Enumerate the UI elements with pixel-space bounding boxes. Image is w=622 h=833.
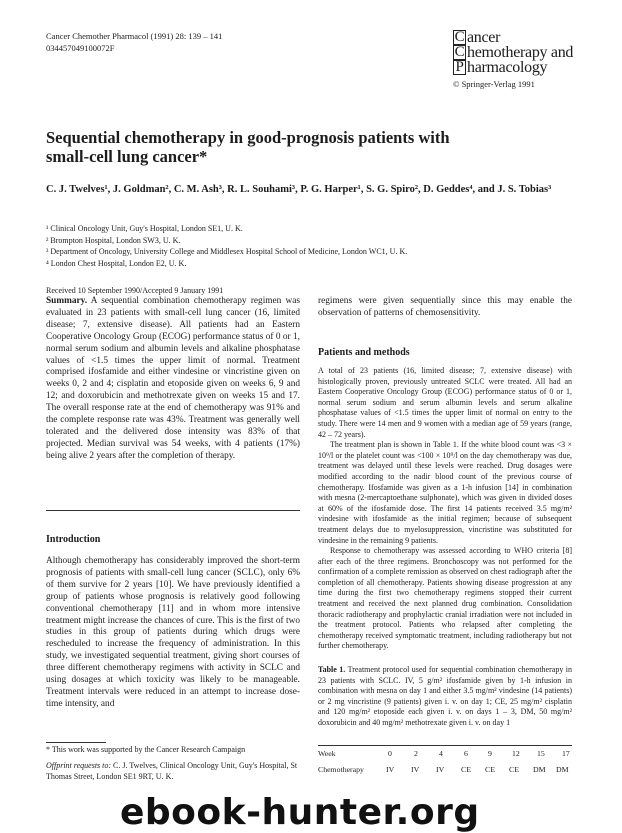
chemo-cell: DM bbox=[533, 765, 546, 774]
methods-heading: Patients and methods bbox=[318, 347, 410, 358]
methods-paragraph: A total of 23 patients (16, limited disease; 7, extensive disease) with histologically proven, previously untreated SCLC were treated. All had an Eastern Cooperative Oncology Group (ECOG) performance status of 0 or 1, normal serum sodium and serum albumin levels and serum alkaline phosphatase values of <1.5 times the upper limit of normal on entry to the study. There were 14 men and 9 women with a median age of 59 years (range, 42 – 72 years). bbox=[318, 366, 572, 439]
methods-text bbox=[318, 366, 572, 652]
offprint-label: Offprint requests to: bbox=[46, 761, 112, 770]
chemo-cell: DM bbox=[556, 765, 569, 774]
intro-text: Although chemotherapy has considerably improved the short-term prognosis of patients with small-cell lung cancer (SCLC), only 6% of them survive for 2 years [10]. We have previously identified a group of patients whose prognosis is relatively good following conventional chemotherapy [11] and in whom more intensive treatment might increase the chances of cure. This is the first of two studies in this group of patients during which drugs were rescheduled to increase the frequency of administration. In this study, we investigated sequential treatment, giving short courses of three different chemotherapy regimens with activity in SCLC and using dosages at which toxicity was likely to be manageable. Treatment intervals were reduced in an attempt to increase dose-time intensity, and bbox=[46, 556, 300, 709]
table-caption-text: Treatment protocol used for sequential combination chemotherapy in 23 patients with SCLC. IV, 5 g/m² ifosfamide given by 1-h infusion in combination with mesna on day 1 and either 3.5 mg/m² vindesine (14 patients) or 2 mg vincristine (9 patients) given i. v. on day 1; CE, 25 mg/m² cisplatin and 120 mg/m² etoposide each given i. v. on days 1 – 3, DM, 50 mg/m² doxorubicin and 40 mg/m² methotrexate given i. v. on day 1 bbox=[318, 665, 572, 727]
watermark-tld: .org bbox=[395, 792, 480, 833]
intro-heading: Introduction bbox=[46, 534, 101, 545]
affiliation: ¹ Clinical Oncology Unit, Guy's Hospital, London SE1, U. K. bbox=[46, 224, 243, 233]
chemo-cell: CE bbox=[485, 765, 495, 774]
week-cell: 12 bbox=[512, 749, 520, 758]
week-cell: 9 bbox=[488, 749, 492, 758]
article-title: Sequential chemotherapy in good-prognosis patients with small-cell lung cancer* bbox=[46, 128, 450, 166]
chemo-cell: IV bbox=[436, 765, 445, 774]
row-label: Chemotherapy bbox=[318, 765, 364, 774]
table-caption bbox=[318, 665, 572, 729]
header-citation bbox=[46, 30, 222, 54]
affiliation: ² Brompton Hospital, London SW3, U. K. bbox=[46, 235, 181, 245]
footnote bbox=[46, 744, 300, 782]
author-list: C. J. Twelves¹, J. Goldman², C. M. Ash³, R. L. Souhami³, P. G. Harper¹, S. G. Spiro², D. Geddes⁴, and J. S. Tobias³ bbox=[46, 184, 552, 195]
support-note: * This work was supported by the Cancer Research Campaign bbox=[46, 745, 246, 754]
week-cell: 4 bbox=[439, 749, 443, 758]
summary bbox=[46, 296, 300, 463]
divider bbox=[46, 510, 300, 511]
logo-initial: C bbox=[454, 44, 465, 60]
week-cell: 17 bbox=[562, 749, 570, 758]
watermark bbox=[120, 792, 480, 833]
chemo-cell: IV bbox=[386, 765, 395, 774]
watermark-text: ebook-hunter bbox=[120, 792, 396, 833]
right-top-text: regimens were given sequentially since this may enable the observation of patterns of chemosensitivity. bbox=[318, 296, 572, 318]
week-label: Week bbox=[318, 749, 336, 758]
affiliation: ⁴ London Chest Hospital, London E2, U. K. bbox=[46, 258, 187, 268]
journal-line: ancer bbox=[467, 29, 501, 46]
affiliation: ³ Department of Oncology, University College and Middlesex Hospital School of Medicine, London WC1, U. K. bbox=[46, 247, 408, 256]
offprint-text: C. J. Twelves, Clinical Oncology Unit, Guy's Hospital, St Thomas Street, London SE1 9RT, U. K. bbox=[46, 761, 298, 781]
copyright: © Springer-Verlag 1991 bbox=[453, 79, 535, 89]
chemo-cell: CE bbox=[461, 765, 471, 774]
week-cell: 15 bbox=[537, 749, 545, 758]
citation: Cancer Chemother Pharmacol (1991) 28: 139 – 141 bbox=[46, 31, 223, 41]
affiliations bbox=[46, 223, 586, 269]
chemo-cell: CE bbox=[509, 765, 519, 774]
journal-line: harmacology bbox=[467, 59, 548, 76]
methods-paragraph: The treatment plan is shown in Table 1. If the white blood count was <3 × 10⁹/l or the platelet count was <100 × 10⁹/l on the day chemotherapy was due, treatment was delayed until these levels were reached. Drug dosages were modified according to the nadir blood count of the previous course of chemotherapy. Ifosfamide was given as a 1-h infusion [14] in combination with mesna (2-mercaptoethane sulphonate), which was given in divided doses at 60% of the ifosfamide dose. The first 14 patients received 3.5 mg/m² vindesine with ifosfamide as the initial regimen; because of subsequent treatment delays due to myelosuppression, vincristine was substituted for vindesine in the remaining 9 patients. bbox=[318, 440, 572, 545]
week-cell: 6 bbox=[464, 749, 468, 758]
journal-line: hemotherapy and bbox=[467, 44, 574, 61]
footnote-rule bbox=[46, 742, 106, 743]
week-cell: 0 bbox=[388, 749, 392, 758]
logo-initial: P bbox=[453, 60, 466, 75]
summary-text: A sequential combination chemotherapy regimen was evaluated in 23 patients with small-cell lung cancer (16, limited disease; 7, extensive disease). All patients had an Eastern Cooperative Oncology Group (ECOG) performance status of 0 or 1, normal serum sodium and albumin levels and alkaline phosphatase values of <1.5 times the upper limit of normal. Treatment comprised ifosfamide and either vindesine or vincristine given on weeks 0, 2 and 4; cisplatin and etoposide given on weeks 6, 9 and 12; and doxorubicin and methotrexate given on weeks 15 and 17. The overall response rate at the end of chemotherapy was 91% and the complete response rate was 43%. Treatment was generally well tolerated and the delivered dose intensity was 83% of that projected. Median survival was 54 weeks, with 4 patients (17%) being alive 2 years after the completion of therapy. bbox=[46, 296, 300, 461]
table-caption-label: Table 1. bbox=[318, 665, 346, 674]
chemo-cell: IV bbox=[411, 765, 420, 774]
article-code: 034457049100072F bbox=[46, 43, 115, 53]
journal-logo bbox=[453, 30, 603, 89]
received-date: Received 10 September 1990/Accepted 9 January 1991 bbox=[46, 286, 224, 295]
table-top-rule bbox=[318, 745, 572, 746]
summary-label: Summary. bbox=[46, 296, 88, 306]
methods-paragraph: Response to chemotherapy was assessed according to WHO criteria [8] after each of the three regimens. Bronchoscopy was not performed for the confirmation of a complete remission as observed on chest radiograph after the completion of all chemotherapy. Patients showing disease progression at any time during the first two chemotherapy regimens stopped their current treatment and received the next planned drug combination. Consolidation thoracic radiotherapy and prophylactic cranial irradiation were not included in the treatment protocol. Patients who relapsed after completing the chemotherapy received symptomatic treatment, including radiotherapy but not further chemotherapy. bbox=[318, 546, 572, 651]
week-cell: 2 bbox=[414, 749, 418, 758]
logo-initial: C bbox=[454, 29, 465, 45]
